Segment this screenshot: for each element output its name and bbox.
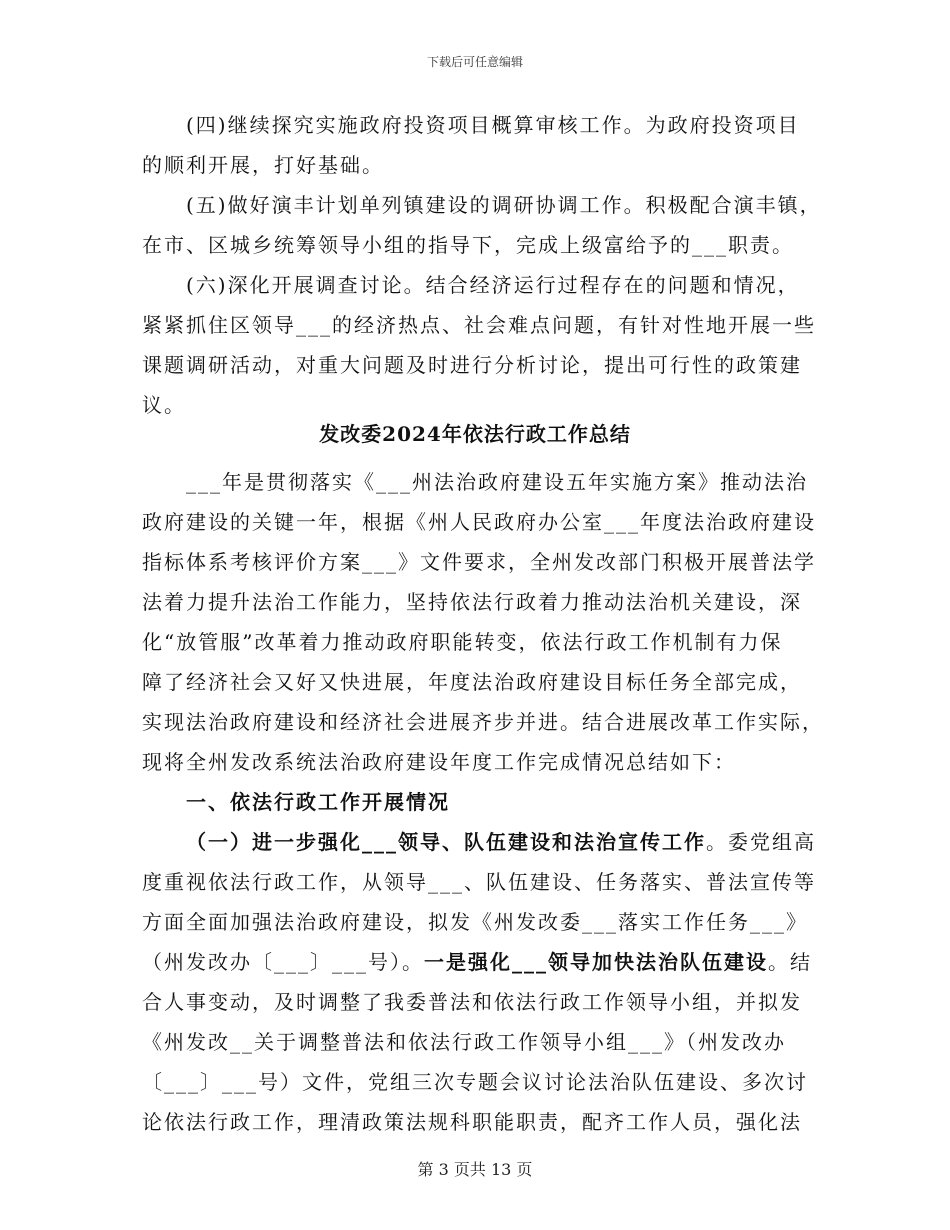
- text-line: 在市、区城乡统筹领导小组的指导下，完成上级富给予的___职责。: [142, 233, 794, 257]
- text-line: 度重视依法行政工作，从领导___、队伍建设、任务落实、普法宣传等: [142, 870, 816, 894]
- text-line: (五)做好演丰计划单列镇建设的调研协调工作。积极配合演丰镇，: [186, 193, 822, 217]
- document-title: 发改委2024年依法行政工作总结: [319, 422, 631, 446]
- text-line: 方面全面加强法治政府建设，拟发《州发改委___落实工作任务___》: [142, 910, 808, 934]
- text-line: 《州发改__关于调整普法和依法行政工作领导小组___》（州发改办: [142, 1030, 786, 1054]
- text-line: 化“放管服”改革着力推动政府职能转变，依法行政工作机制有力保: [142, 630, 783, 654]
- bold-lead: （一）进一步强化___领导、队伍建设和法治宣传工作: [186, 830, 706, 854]
- bold-lead: 一是强化___领导加快法治队伍建设: [424, 950, 768, 974]
- text-line: 论依法行政工作，理清政策法规科职能职责，配齐工作人员，强化法: [142, 1110, 802, 1134]
- text-line: 实现法治政府建设和经济社会进展齐步并进。结合进展改革工作实际，: [142, 710, 824, 734]
- text-line: 指标体系考核评价方案___》文件要求，全州发改部门积极开展普法学: [142, 550, 816, 574]
- text-line: [142, 942, 814, 982]
- text-run: （州发改办〔___〕___号）。: [142, 950, 424, 974]
- text-run: 。结: [768, 950, 812, 974]
- text-line: 课题调研活动，对重大问题及时进行分析讨论，提出可行性的政策建: [142, 353, 802, 377]
- text-line: (六)深化开展调查讨论。结合经济运行过程存在的问题和情况，: [186, 273, 800, 297]
- section-heading: 一、依法行政工作开展情况: [186, 790, 450, 814]
- section-a: [142, 105, 822, 425]
- page-header: 下载后可任意编辑: [426, 55, 523, 69]
- text-line: 法着力提升法治工作能力，坚持依法行政着力推动法治机关建设，深: [142, 590, 802, 614]
- text-line: 的顺利开展，打好基础。: [142, 153, 384, 177]
- text-line: [142, 822, 814, 862]
- text-line: (四)继续探究实施政府投资项目概算审核工作。为政府投资项目: [186, 113, 800, 137]
- section-b: [142, 462, 824, 1142]
- text-line: 议。: [142, 393, 186, 417]
- page-footer: 第 3 页共 13 页: [417, 1160, 533, 1179]
- text-line: 障了经济社会又好又快进展，年度法治政府建设目标任务全部完成，: [142, 670, 802, 694]
- text-line: ___年是贯彻落实《___州法治政府建设五年实施方案》推动法治: [186, 470, 808, 494]
- text-line: 政府建设的关键一年，根据《州人民政府办公室___年度法治政府建设: [142, 510, 816, 534]
- text-run: 。委党组高: [706, 830, 816, 854]
- text-line: 紧紧抓住区领导___的经济热点、社会难点问题，有针对性地开展一些: [142, 313, 816, 337]
- text-line: 合人事变动，及时调整了我委普法和依法行政工作领导小组，并拟发: [142, 990, 802, 1014]
- text-line: 现将全州发改系统法治政府建设年度工作完成情况总结如下：: [142, 750, 736, 774]
- text-line: 〔___〕___号）文件，党组三次专题会议讨论法治队伍建设、多次讨: [142, 1070, 808, 1094]
